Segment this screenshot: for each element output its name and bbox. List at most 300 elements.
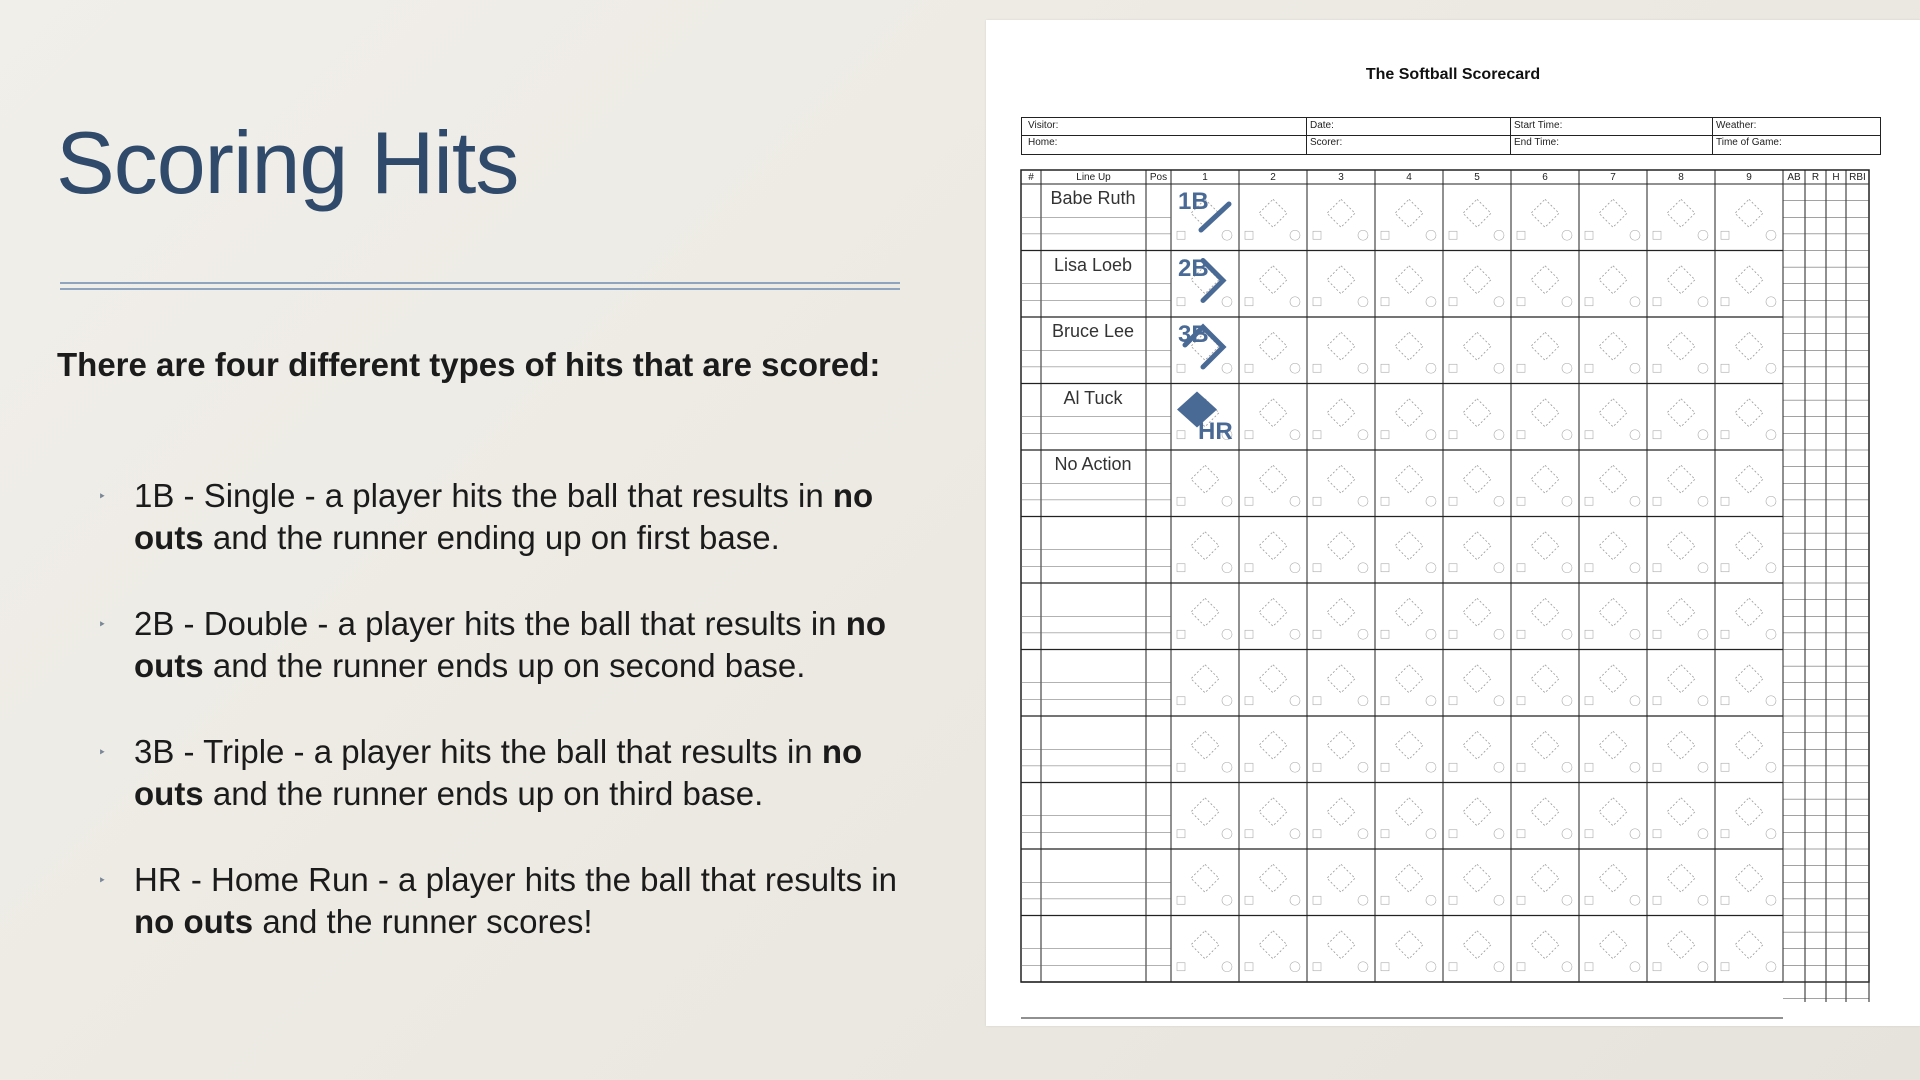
base-diamond [1259,864,1287,892]
out-circle [1630,895,1640,905]
base-diamond [1531,665,1559,693]
out-box [1245,431,1253,439]
out-box [1177,963,1185,971]
base-diamond [1531,465,1559,493]
out-box [1517,431,1525,439]
out-circle [1698,762,1708,772]
out-box [1585,630,1593,638]
out-box [1449,896,1457,904]
out-circle [1426,895,1436,905]
out-box [1449,364,1457,372]
out-box [1585,497,1593,505]
out-box [1585,431,1593,439]
bullet-text: and the runner ending up on first base. [203,519,780,556]
bullet-bold-text: no outs [134,477,874,556]
intro-text: There are four different types of hits that are scored: [57,346,881,383]
out-box [1721,896,1729,904]
out-circle [1494,230,1504,240]
lineup-player-name: Babe Ruth [1050,188,1136,208]
base-diamond [1735,731,1763,759]
base-diamond [1599,665,1627,693]
base-diamond [1531,199,1559,227]
base-diamond [1327,864,1355,892]
out-box [1653,963,1661,971]
column-header-inning: 3 [1338,172,1344,183]
out-box [1653,497,1661,505]
base-diamond [1259,532,1287,560]
out-box [1721,630,1729,638]
out-box [1177,431,1185,439]
out-box [1381,697,1389,705]
out-circle [1698,563,1708,573]
base-diamond [1395,465,1423,493]
base-diamond [1395,731,1423,759]
out-box [1653,763,1661,771]
base-diamond [1667,598,1695,626]
header-start-time: Start Time: [1514,120,1563,131]
bullet-text: 1B - Single - a player hits the ball that results in [134,477,833,514]
base-diamond [1599,532,1627,560]
out-circle [1630,363,1640,373]
lineup-player-name: Bruce Lee [1051,321,1135,341]
out-box [1449,231,1457,239]
out-circle [1358,895,1368,905]
base-diamond [1531,798,1559,826]
out-box [1381,364,1389,372]
base-diamond [1259,931,1287,959]
out-circle [1222,762,1232,772]
base-diamond [1667,332,1695,360]
column-header-stat: R [1811,172,1820,183]
bullet-marker-icon: ‣ [98,488,107,504]
out-box [1721,697,1729,705]
base-diamond [1463,199,1491,227]
base-diamond [1463,731,1491,759]
out-box [1721,564,1729,572]
base-diamond [1327,332,1355,360]
out-box [1721,364,1729,372]
bullet-text: and the runner scores! [253,903,593,940]
out-circle [1630,629,1640,639]
out-circle [1290,430,1300,440]
out-box [1177,896,1185,904]
out-circle [1222,230,1232,240]
base-diamond [1463,399,1491,427]
out-box [1721,497,1729,505]
out-circle [1426,696,1436,706]
out-circle [1766,563,1776,573]
out-box [1245,564,1253,572]
out-circle [1766,696,1776,706]
out-circle [1630,297,1640,307]
out-circle [1766,230,1776,240]
column-header-inning: 9 [1746,172,1752,183]
slide-title: Scoring Hits [56,113,519,212]
out-circle [1698,962,1708,972]
out-box [1313,963,1321,971]
header-date: Date: [1310,120,1334,131]
out-circle [1426,962,1436,972]
out-box [1721,298,1729,306]
base-diamond [1667,864,1695,892]
out-box [1381,431,1389,439]
scorecard-image [986,20,1920,1026]
base-diamond [1327,665,1355,693]
out-circle [1766,297,1776,307]
column-header-inning: 6 [1542,172,1548,183]
base-diamond [1191,798,1219,826]
out-box [1653,364,1661,372]
out-box [1517,763,1525,771]
out-circle [1494,363,1504,373]
base-diamond [1395,665,1423,693]
out-circle [1494,895,1504,905]
out-circle [1426,496,1436,506]
out-circle [1358,563,1368,573]
bullet-bold-text: no outs [134,733,863,812]
out-circle [1426,297,1436,307]
out-circle [1562,762,1572,772]
out-circle [1630,696,1640,706]
out-box [1449,963,1457,971]
column-header-stat: RBI [1849,172,1866,183]
out-circle [1426,430,1436,440]
out-box [1245,364,1253,372]
base-diamond [1191,931,1219,959]
out-box [1517,697,1525,705]
out-box [1177,564,1185,572]
base-diamond [1463,465,1491,493]
base-diamond [1531,931,1559,959]
lineup-player-name: Al Tuck [1063,387,1123,408]
out-box [1177,697,1185,705]
base-diamond [1667,465,1695,493]
out-box [1313,630,1321,638]
out-box [1653,564,1661,572]
base-diamond [1667,665,1695,693]
base-diamond [1259,332,1287,360]
header-visitor: Visitor: [1028,120,1059,131]
base-diamond [1259,465,1287,493]
out-circle [1562,696,1572,706]
out-box [1653,630,1661,638]
column-header-inning: 8 [1678,172,1684,183]
out-box [1585,830,1593,838]
column-header-num: # [1028,172,1034,183]
column-header-stat: H [1832,172,1840,183]
base-diamond [1599,199,1627,227]
out-circle [1290,829,1300,839]
base-diamond [1327,532,1355,560]
out-circle [1222,629,1232,639]
header-weather: Weather: [1716,120,1757,131]
header-home: Home: [1028,137,1058,148]
base-diamond [1531,731,1559,759]
out-circle [1698,696,1708,706]
out-circle [1426,363,1436,373]
base-diamond [1735,931,1763,959]
out-box [1653,830,1661,838]
out-circle [1358,363,1368,373]
base-diamond [1395,798,1423,826]
base-diamond [1735,864,1763,892]
out-circle [1358,496,1368,506]
base-diamond [1395,864,1423,892]
out-box [1313,830,1321,838]
base-diamond [1395,332,1423,360]
out-box [1449,763,1457,771]
out-box [1585,231,1593,239]
out-box [1517,564,1525,572]
out-circle [1630,563,1640,573]
base-diamond [1463,332,1491,360]
base-diamond [1735,532,1763,560]
base-diamond [1531,864,1559,892]
base-diamond [1735,465,1763,493]
base-diamond [1191,598,1219,626]
out-box [1721,763,1729,771]
out-box [1245,697,1253,705]
column-header-pos: Pos [1149,172,1168,183]
out-circle [1562,430,1572,440]
base-diamond [1599,798,1627,826]
out-box [1313,431,1321,439]
out-box [1653,896,1661,904]
out-box [1313,497,1321,505]
base-diamond [1667,931,1695,959]
base-diamond [1735,266,1763,294]
out-box [1177,231,1185,239]
title-divider [60,282,900,284]
base-diamond [1667,731,1695,759]
bullet-item [98,475,928,559]
out-box [1381,630,1389,638]
out-circle [1494,629,1504,639]
base-diamond [1327,266,1355,294]
bullet-text: and the runner ends up on second base. [203,647,806,684]
out-circle [1494,762,1504,772]
out-circle [1766,962,1776,972]
hit-annotation-label: 3B [1178,321,1209,348]
base-diamond [1327,465,1355,493]
out-box [1449,298,1457,306]
out-box [1245,763,1253,771]
base-diamond [1259,798,1287,826]
out-circle [1290,297,1300,307]
out-box [1585,963,1593,971]
out-circle [1630,762,1640,772]
out-box [1381,896,1389,904]
out-box [1245,497,1253,505]
out-box [1245,830,1253,838]
base-diamond [1735,332,1763,360]
out-circle [1358,629,1368,639]
base-diamond [1599,399,1627,427]
out-circle [1222,696,1232,706]
base-diamond [1191,465,1219,493]
base-diamond [1327,931,1355,959]
out-circle [1494,563,1504,573]
base-diamond [1599,332,1627,360]
out-box [1721,963,1729,971]
out-box [1585,298,1593,306]
out-circle [1494,430,1504,440]
bullet-item [98,603,928,687]
out-circle [1766,496,1776,506]
out-box [1517,963,1525,971]
base-diamond [1327,399,1355,427]
bullet-text: HR - Home Run - a player hits the ball that results in [134,861,897,898]
base-diamond [1735,199,1763,227]
out-circle [1562,829,1572,839]
base-diamond [1599,864,1627,892]
bullet-item [98,859,928,943]
out-circle [1426,563,1436,573]
out-box [1449,830,1457,838]
bullet-marker-icon: ‣ [98,872,107,888]
base-diamond [1395,199,1423,227]
out-box [1381,763,1389,771]
out-circle [1562,629,1572,639]
out-circle [1698,297,1708,307]
base-diamond [1259,399,1287,427]
bullet-text: 3B - Triple - a player hits the ball that results in [134,733,822,770]
base-diamond [1259,266,1287,294]
out-circle [1222,829,1232,839]
scorecard-title: The Softball Scorecard [1365,66,1541,83]
out-circle [1698,230,1708,240]
lineup-player-name: No Action [1054,454,1132,474]
out-circle [1290,895,1300,905]
base-diamond [1463,864,1491,892]
out-box [1517,830,1525,838]
out-box [1517,231,1525,239]
out-circle [1698,363,1708,373]
out-circle [1766,363,1776,373]
out-circle [1358,230,1368,240]
out-box [1381,497,1389,505]
out-box [1517,364,1525,372]
out-circle [1358,829,1368,839]
out-box [1449,497,1457,505]
out-box [1653,231,1661,239]
base-diamond [1259,731,1287,759]
base-diamond [1599,931,1627,959]
out-box [1313,298,1321,306]
scorecard-grid [986,20,1920,1026]
out-circle [1630,496,1640,506]
bullet-item [98,731,928,815]
base-diamond [1191,731,1219,759]
bullet-text: 2B - Double - a player hits the ball that results in [134,605,846,642]
grid-frame [1021,170,1869,982]
out-circle [1290,363,1300,373]
hit-annotation-label: 1B [1178,188,1209,215]
out-circle [1562,895,1572,905]
out-box [1313,896,1321,904]
out-box [1653,298,1661,306]
out-circle [1698,895,1708,905]
base-diamond [1327,731,1355,759]
hit-annotation-label: HR [1198,417,1233,445]
base-diamond [1735,598,1763,626]
out-circle [1426,230,1436,240]
base-diamond [1395,931,1423,959]
base-diamond [1259,665,1287,693]
base-diamond [1395,598,1423,626]
out-box [1313,231,1321,239]
out-box [1381,298,1389,306]
out-box [1585,896,1593,904]
column-header-inning: 5 [1474,172,1480,183]
base-diamond [1395,399,1423,427]
header-end-time: End Time: [1514,137,1560,148]
base-diamond [1531,532,1559,560]
out-box [1585,364,1593,372]
base-diamond [1395,266,1423,294]
out-box [1177,830,1185,838]
out-circle [1290,230,1300,240]
out-box [1585,697,1593,705]
base-diamond [1463,532,1491,560]
out-circle [1562,962,1572,972]
out-box [1177,298,1185,306]
title-divider [60,288,900,290]
out-circle [1630,829,1640,839]
base-diamond [1463,266,1491,294]
out-circle [1766,829,1776,839]
bullet-marker-icon: ‣ [98,744,107,760]
out-circle [1222,297,1232,307]
base-diamond [1531,598,1559,626]
base-diamond [1463,931,1491,959]
base-diamond [1531,399,1559,427]
base-diamond [1599,598,1627,626]
out-box [1721,431,1729,439]
base-diamond [1599,266,1627,294]
out-circle [1290,762,1300,772]
out-box [1381,231,1389,239]
base-diamond [1667,266,1695,294]
base-diamond [1327,598,1355,626]
out-circle [1494,297,1504,307]
column-header-inning: 7 [1610,172,1616,183]
out-box [1721,830,1729,838]
out-circle [1222,962,1232,972]
base-diamond [1599,465,1627,493]
hit-annotation-label: 2B [1178,254,1209,282]
base-diamond [1463,665,1491,693]
out-box [1517,896,1525,904]
out-box [1177,630,1185,638]
out-circle [1494,962,1504,972]
bullet-list [98,475,928,987]
out-circle [1630,962,1640,972]
base-diamond [1191,665,1219,693]
column-header-inning: 4 [1406,172,1412,183]
out-circle [1562,297,1572,307]
out-circle [1698,629,1708,639]
out-circle [1766,629,1776,639]
out-circle [1766,895,1776,905]
out-box [1381,564,1389,572]
out-box [1313,763,1321,771]
out-circle [1290,696,1300,706]
out-circle [1494,829,1504,839]
base-diamond [1191,532,1219,560]
header-time-of-game: Time of Game: [1716,137,1782,148]
base-diamond [1667,798,1695,826]
